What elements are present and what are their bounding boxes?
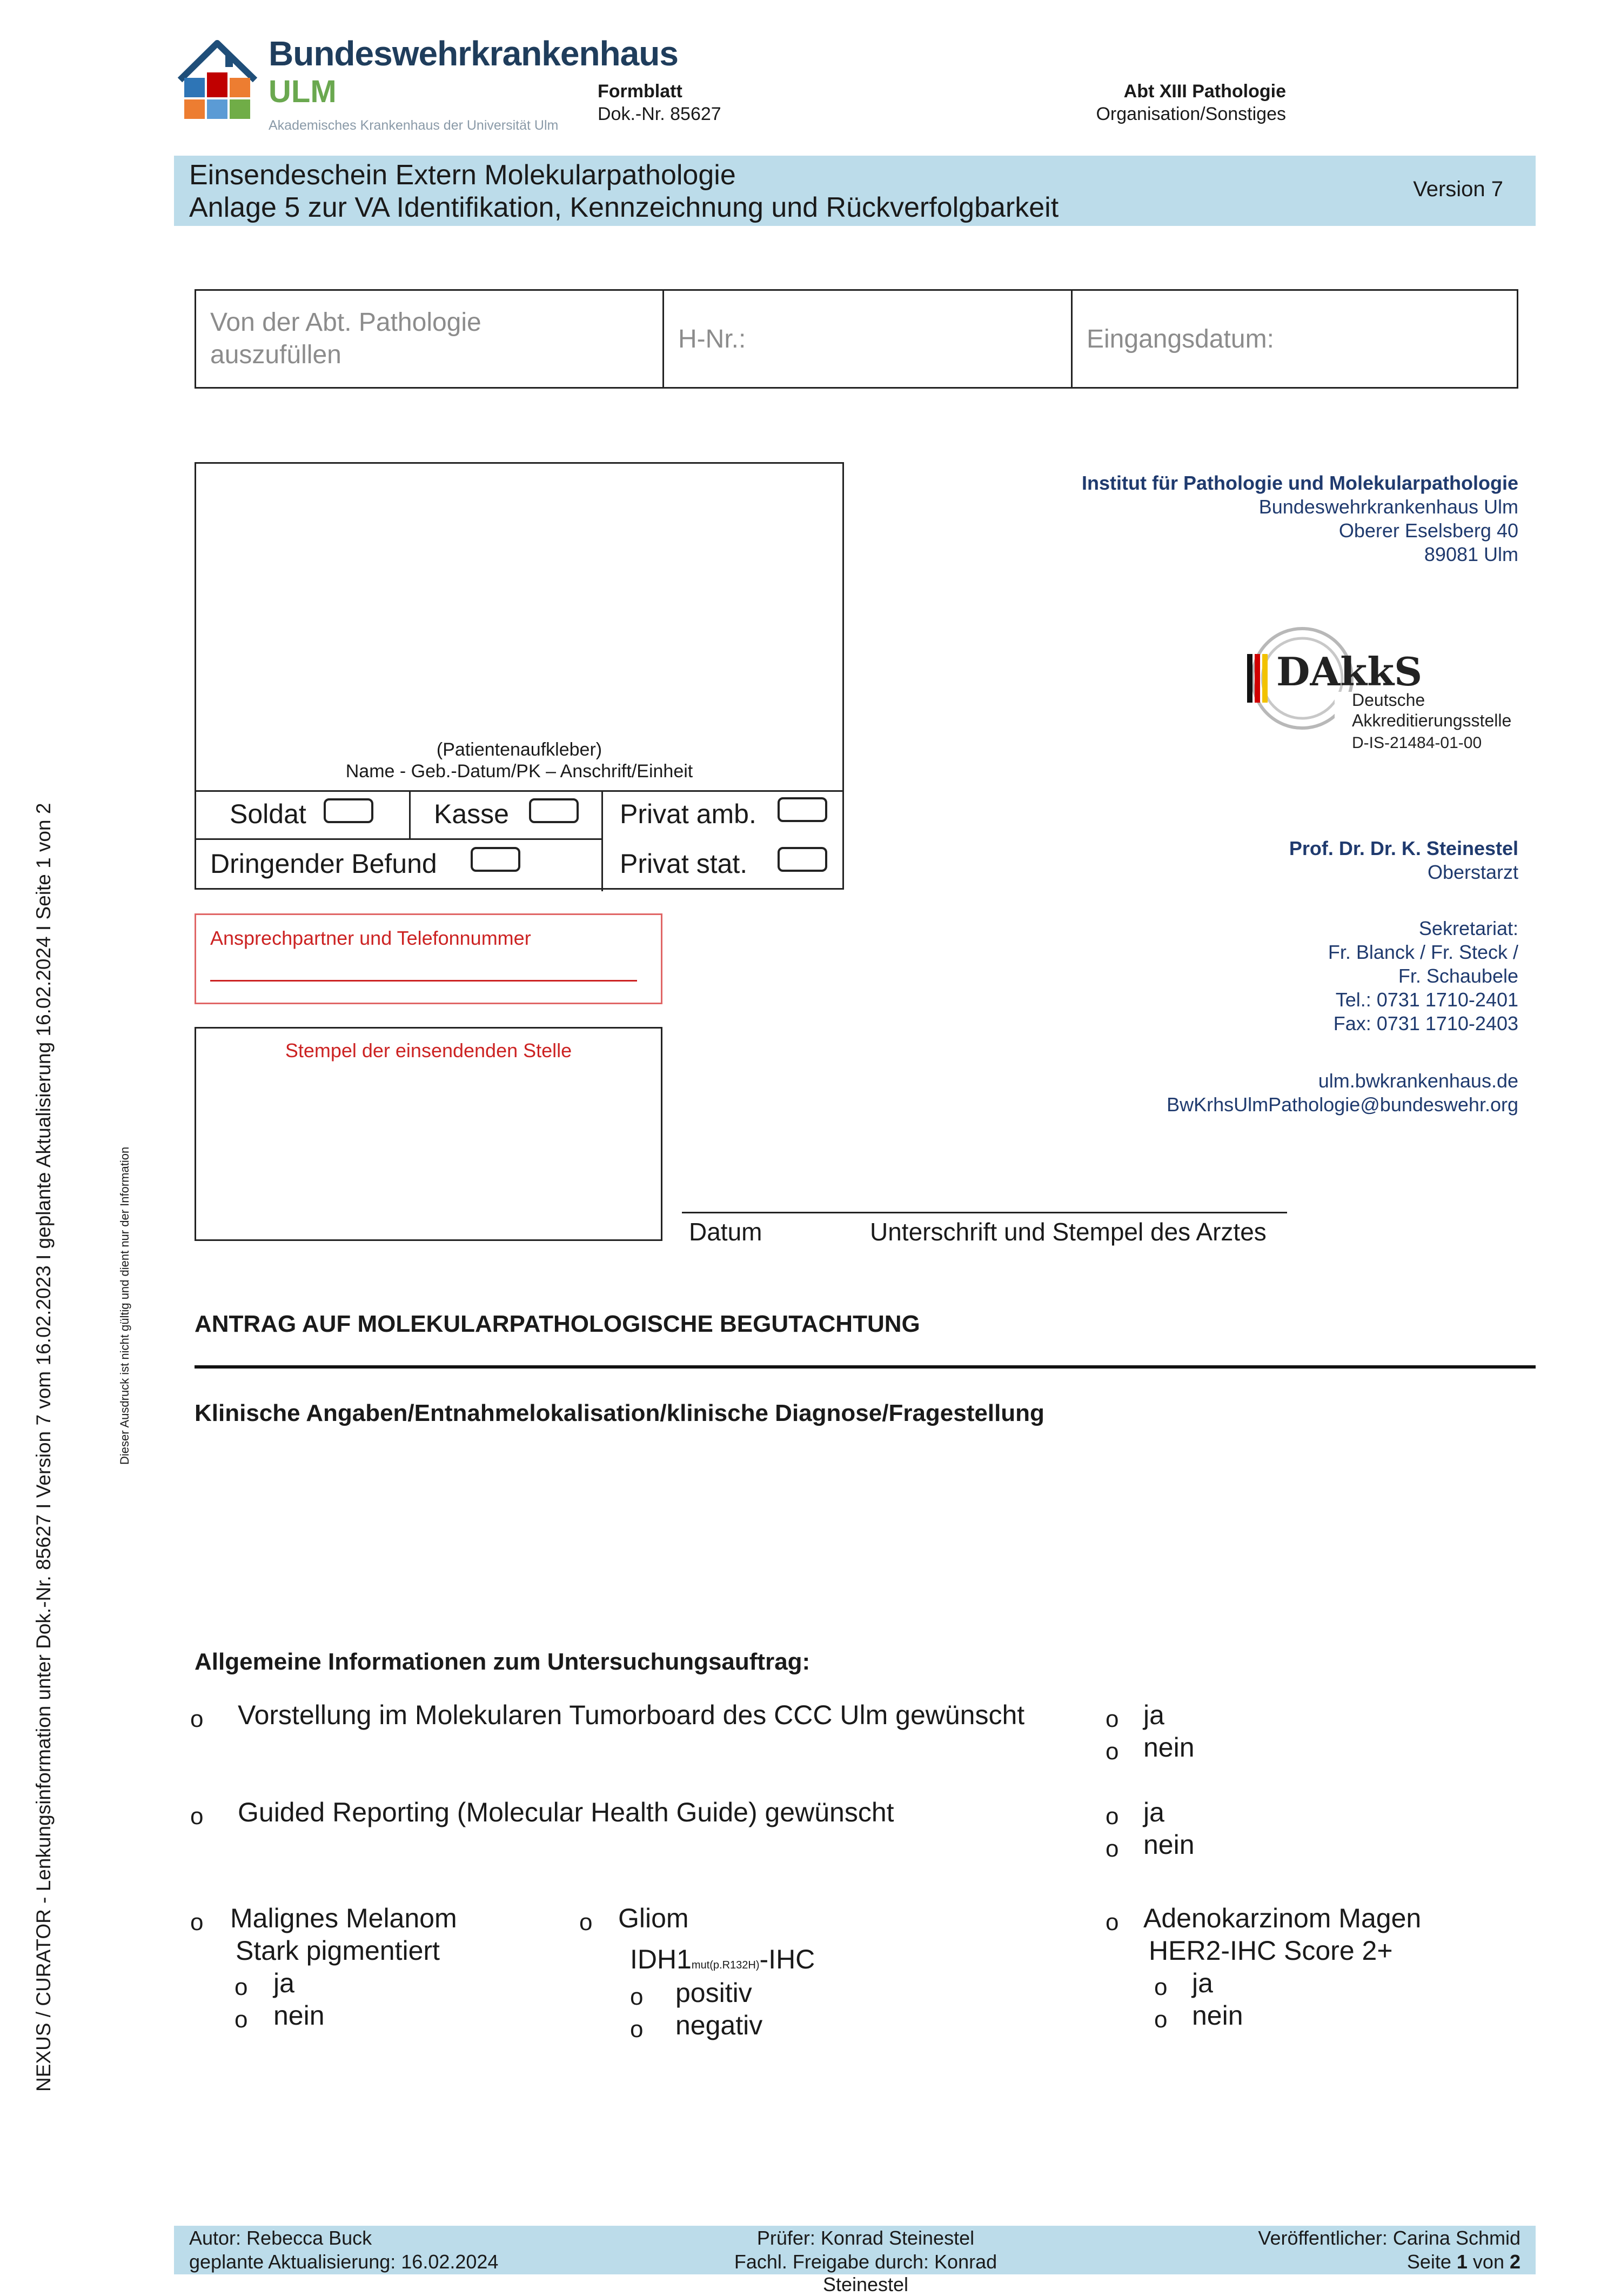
institute-city: 89081 Ulm [1424,543,1518,565]
secretariat-names2: Fr. Schaubele [1398,965,1518,987]
magen-label: Adenokarzinom Magen [1143,1903,1422,1933]
dringend-label: Dringender Befund [210,849,437,879]
footer-aktualisierung: geplante Aktualisierung: 16.02.2024 [189,2251,499,2273]
doc-number: Dok.-Nr. 85627 [598,104,721,124]
institute-address [1082,471,1518,566]
gliom-positiv-label: positiv [675,1978,752,2008]
soldat-label: Soldat [230,799,306,829]
magen-nein-label: nein [1192,2000,1243,2031]
sticker-hint: Name - Geb.-Datum/PK – Anschrift/Einheit [345,761,693,782]
document-title: Einsendeschein Extern Molekularpathologie [189,159,736,191]
secretariat-fax: Fax: 0731 1710-2403 [1333,1012,1518,1034]
logo-ulm: ULM [269,74,337,109]
grid-divider [196,838,601,840]
q1-ja-radio[interactable]: o [1106,1706,1119,1732]
kasse-label: Kasse [434,799,509,829]
secretariat-tel: Tel.: 0731 1710-2401 [1335,989,1518,1011]
magen-radio[interactable]: o [1106,1909,1119,1935]
privat-amb-checkbox[interactable] [778,797,827,822]
melanom-label: Malignes Melanom [230,1903,457,1933]
stamp-label: Stempel der einsendenden Stelle [285,1039,572,1062]
privat-stat-label: Privat stat. [620,849,748,879]
form-label: Formblatt [598,81,682,102]
allgemein-heading: Allgemeine Informationen zum Untersuchungsauftrag: [195,1648,810,1675]
gliom-radio[interactable]: o [579,1909,593,1935]
stamp-area[interactable] [195,1027,662,1241]
gliom-negativ-label: negativ [675,2010,763,2040]
secretariat-label: Sekretariat: [1418,917,1518,939]
document-subtitle: Anlage 5 zur VA Identifikation, Kennzeichnung und Rückverfolgbarkeit [189,192,1059,223]
footer-pruefer: Prüfer: Konrad Steinestel [756,2227,975,2249]
logo-subtitle: Akademisches Krankenhaus der Universität Ulm [269,118,559,133]
kasse-checkbox[interactable] [529,798,579,823]
q2-radio[interactable]: o [190,1803,204,1830]
dringend-checkbox[interactable] [471,847,520,872]
magen-ja-radio[interactable]: o [1154,1974,1168,2000]
q1-nein-radio[interactable]: o [1106,1738,1119,1765]
melanom-nein-label: nein [273,2000,325,2031]
privat-amb-label: Privat amb. [620,799,756,829]
dakks-seal [1237,616,1518,757]
department: Abt XIII Pathologie [1123,81,1286,102]
gliom-positiv-radio[interactable]: o [630,1984,644,2010]
intake-note [196,291,664,387]
q1-ja-label: ja [1143,1700,1164,1730]
q2-ja-radio[interactable]: o [1106,1803,1119,1830]
contact-line [210,980,637,982]
intake-note-text: Von der Abt. Pathologie auszufüllen [210,308,481,369]
footer-page-current: 1 [1456,2251,1468,2273]
footer-page-sep: von [1467,2251,1510,2273]
melanom-radio[interactable]: o [190,1909,204,1935]
dakks-line2: Akkreditierungsstelle [1352,711,1512,730]
footer-bar [174,2226,1536,2295]
department-sub: Organisation/Sonstiges [1096,104,1286,124]
side-document-info: NEXUS / CURATOR - Lenkungsinformation unter Dok.-Nr. 85627 I Version 7 vom 16.02.2023 I geplante Aktualisierung 16.02.2024 I Seite 1 von 2 [32,803,55,2092]
melanom-nein-radio[interactable]: o [235,2006,248,2033]
dakks-line1: Deutsche [1352,690,1425,710]
dakks-text [1352,690,1511,731]
q2-ja-label: ja [1143,1797,1164,1827]
contact-label: Ansprechpartner und Telefonnummer [210,927,531,949]
signature-line[interactable] [682,1212,1287,1213]
gliom-label: Gliom [618,1903,689,1933]
footer-page-prefix: Seite [1406,2251,1457,2273]
eingangsdatum-field[interactable] [1073,291,1517,387]
melanom-ja-label: ja [273,1968,294,1998]
grid-divider [601,792,603,891]
secretariat [1328,917,1518,1036]
sticker-label: (Patientenaufkleber) [436,739,602,760]
antrag-heading: ANTRAG AUF MOLEKULARPATHOLOGISCHE BEGUTACHTUNG [195,1311,920,1337]
hospital-logo-icon [176,38,259,124]
q2-nein-radio[interactable]: o [1106,1836,1119,1862]
contact-links [1167,1069,1518,1117]
footer-veroeffentlicher: Veröffentlicher: Carina Schmid [1258,2227,1520,2249]
head-doctor-rank: Oberstarzt [1427,861,1518,883]
h-nr-label: H-Nr.: [678,324,746,353]
klinisch-heading: Klinische Angaben/Entnahmelokalisation/klinische Diagnose/Fragestellung [195,1400,1044,1426]
head-doctor-name: Prof. Dr. Dr. K. Steinestel [1289,837,1518,859]
billing-checkbox-grid [195,790,844,890]
melanom-sub: Stark pigmentiert [236,1935,440,1966]
institute-street: Oberer Eselsberg 40 [1338,519,1518,542]
dakks-code: D-IS-21484-01-00 [1352,734,1482,752]
gliom-negativ-radio[interactable]: o [630,2016,644,2043]
version-label: Version 7 [1413,177,1503,201]
institute-hospital: Bundeswehrkrankenhaus Ulm [1258,496,1518,518]
soldat-checkbox[interactable] [324,798,373,823]
h-nr-field[interactable] [664,291,1073,387]
klinische-angaben-field[interactable] [195,1438,1535,1621]
gliom-sub-c: -IHC [759,1944,815,1974]
q1-nein-label: nein [1143,1732,1195,1763]
q1-radio[interactable]: o [190,1706,204,1732]
section-divider [195,1365,1536,1369]
melanom-ja-radio[interactable]: o [235,1974,248,2000]
head-doctor [1289,837,1518,884]
magen-sub: HER2-IHC Score 2+ [1149,1935,1393,1966]
q1-label: Vorstellung im Molekularen Tumorboard des CCC Ulm gewünscht [238,1700,1025,1730]
email-link[interactable]: BwKrhsUlmPathologie@bundeswehr.org [1167,1093,1518,1116]
signature-label: Unterschrift und Stempel des Arztes [870,1218,1267,1246]
secretariat-names1: Fr. Blanck / Fr. Steck / [1328,941,1518,963]
contact-field[interactable] [195,913,662,1004]
footer-page [1407,2251,1520,2273]
institute-name: Institut für Pathologie und Molekularpathologie [1082,472,1518,494]
gliom-sub-b: mut(p.R132H) [691,1959,760,1971]
eingangsdatum-label: Eingangsdatum: [1087,324,1274,353]
website-link[interactable]: ulm.bwkrankenhaus.de [1318,1070,1518,1092]
footer-page-total: 2 [1509,2251,1520,2273]
gliom-sub [630,1944,815,1975]
privat-stat-checkbox[interactable] [778,847,827,872]
magen-nein-radio[interactable]: o [1154,2006,1168,2033]
grid-divider [409,792,411,838]
magen-ja-label: ja [1192,1968,1213,1998]
title-bar [174,156,1536,226]
q2-nein-label: nein [1143,1830,1195,1860]
q2-label: Guided Reporting (Molecular Health Guide) gewünscht [238,1797,894,1827]
logo-title: Bundeswehrkrankenhaus [269,34,678,73]
signature-datum: Datum [689,1218,762,1246]
footer-autor: Autor: Rebecca Buck [189,2227,372,2249]
intake-table [195,289,1518,389]
patient-sticker-area[interactable] [195,462,844,792]
side-validity-note: Dieser Ausdruck ist nicht gültig und dient nur der Information [118,1146,131,1465]
footer-freigabe: Fachl. Freigabe durch: Konrad Steinestel [734,2251,997,2295]
dakks-name: DAkkS [1276,649,1423,695]
gliom-sub-a: IDH1 [630,1944,692,1974]
